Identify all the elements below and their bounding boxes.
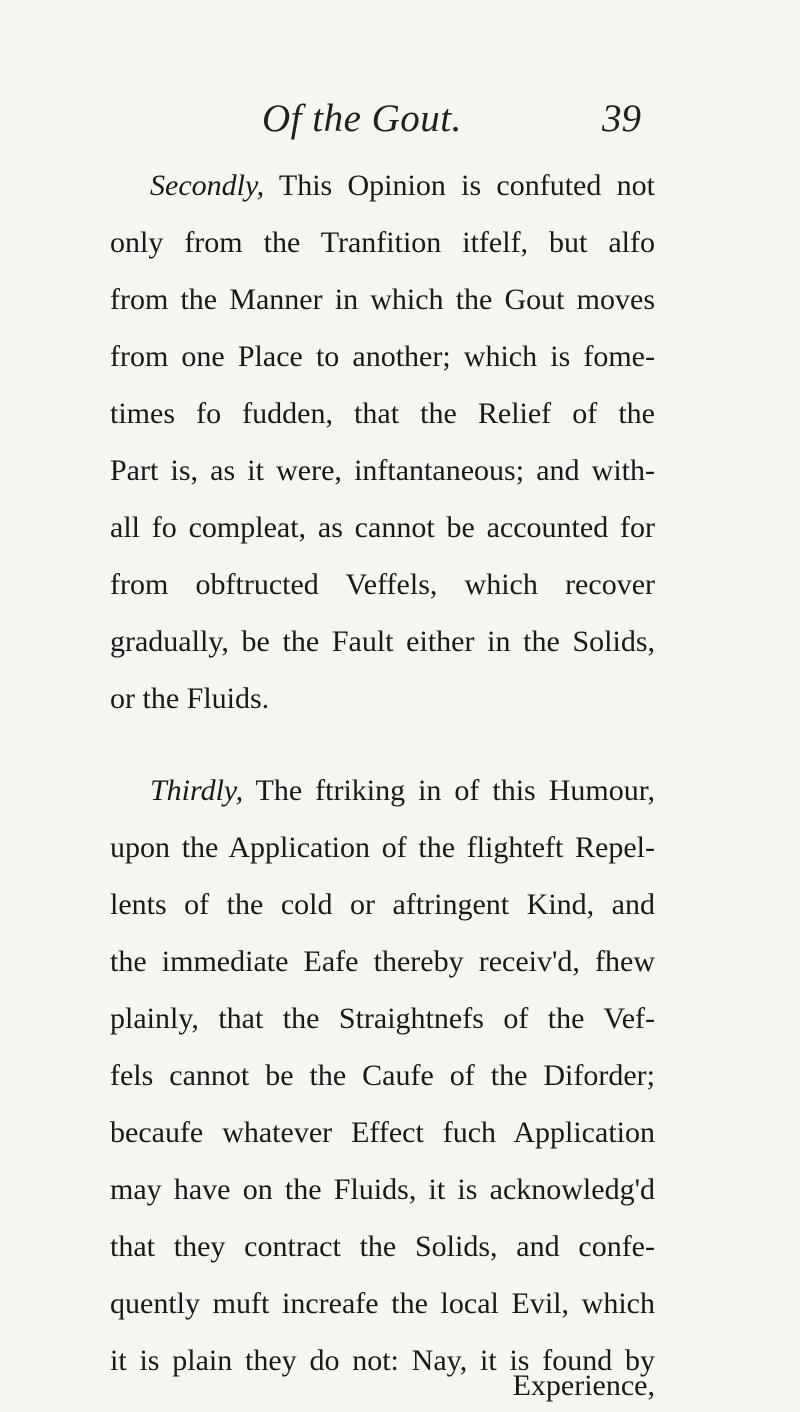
line-text: The ftriking in of this Humour, bbox=[243, 774, 655, 807]
text-line: Part is, as it were, inftantaneous; and with- bbox=[110, 454, 655, 487]
text-line: that they contract the Solids, and confe- bbox=[110, 1230, 655, 1263]
text-line: only from the Tranfition itfelf, but alfo bbox=[110, 226, 655, 259]
text-line: or the Fluids. bbox=[110, 682, 270, 715]
text-line: plainly, that the Straightnefs of the Vef- bbox=[110, 1002, 655, 1035]
text-line: it is plain they do not: Nay, it is found by bbox=[110, 1344, 655, 1377]
running-head: Of the Gout. bbox=[262, 97, 462, 140]
text-line: from obftructed Veffels, which recover bbox=[110, 568, 655, 601]
text-line: upon the Application of the flighteft Repel- bbox=[110, 831, 655, 864]
text-line: fels cannot be the Caufe of the Diforder; bbox=[110, 1059, 655, 1092]
paragraph-lead: Secondly, bbox=[150, 169, 265, 202]
text-line bbox=[150, 765, 655, 817]
text-line: from one Place to another; which is fome- bbox=[110, 340, 655, 373]
page-number: 39 bbox=[602, 97, 641, 140]
text-line bbox=[150, 160, 655, 212]
text-line: all fo compleat, as cannot be accounted for bbox=[110, 511, 655, 544]
text-line: times fo fudden, that the Relief of the bbox=[110, 397, 655, 430]
text-line: may have on the Fluids, it is acknowledg'd bbox=[110, 1173, 655, 1206]
text-line: gradually, be the Fault either in the Solids, bbox=[110, 625, 655, 658]
line-text: This Opinion is confuted not bbox=[264, 169, 655, 202]
text-line: the immediate Eafe thereby receiv'd, fhew bbox=[110, 945, 655, 978]
text-line: becaufe whatever Effect fuch Application bbox=[110, 1116, 655, 1149]
text-line: lents of the cold or aftringent Kind, and bbox=[110, 888, 655, 921]
text-line: quently muft increafe the local Evil, which bbox=[110, 1287, 655, 1320]
page-header bbox=[0, 92, 800, 142]
catchword: Experience, bbox=[512, 1369, 655, 1402]
paragraph-lead: Thirdly, bbox=[150, 774, 244, 807]
text-line: from the Manner in which the Gout moves bbox=[110, 283, 655, 316]
